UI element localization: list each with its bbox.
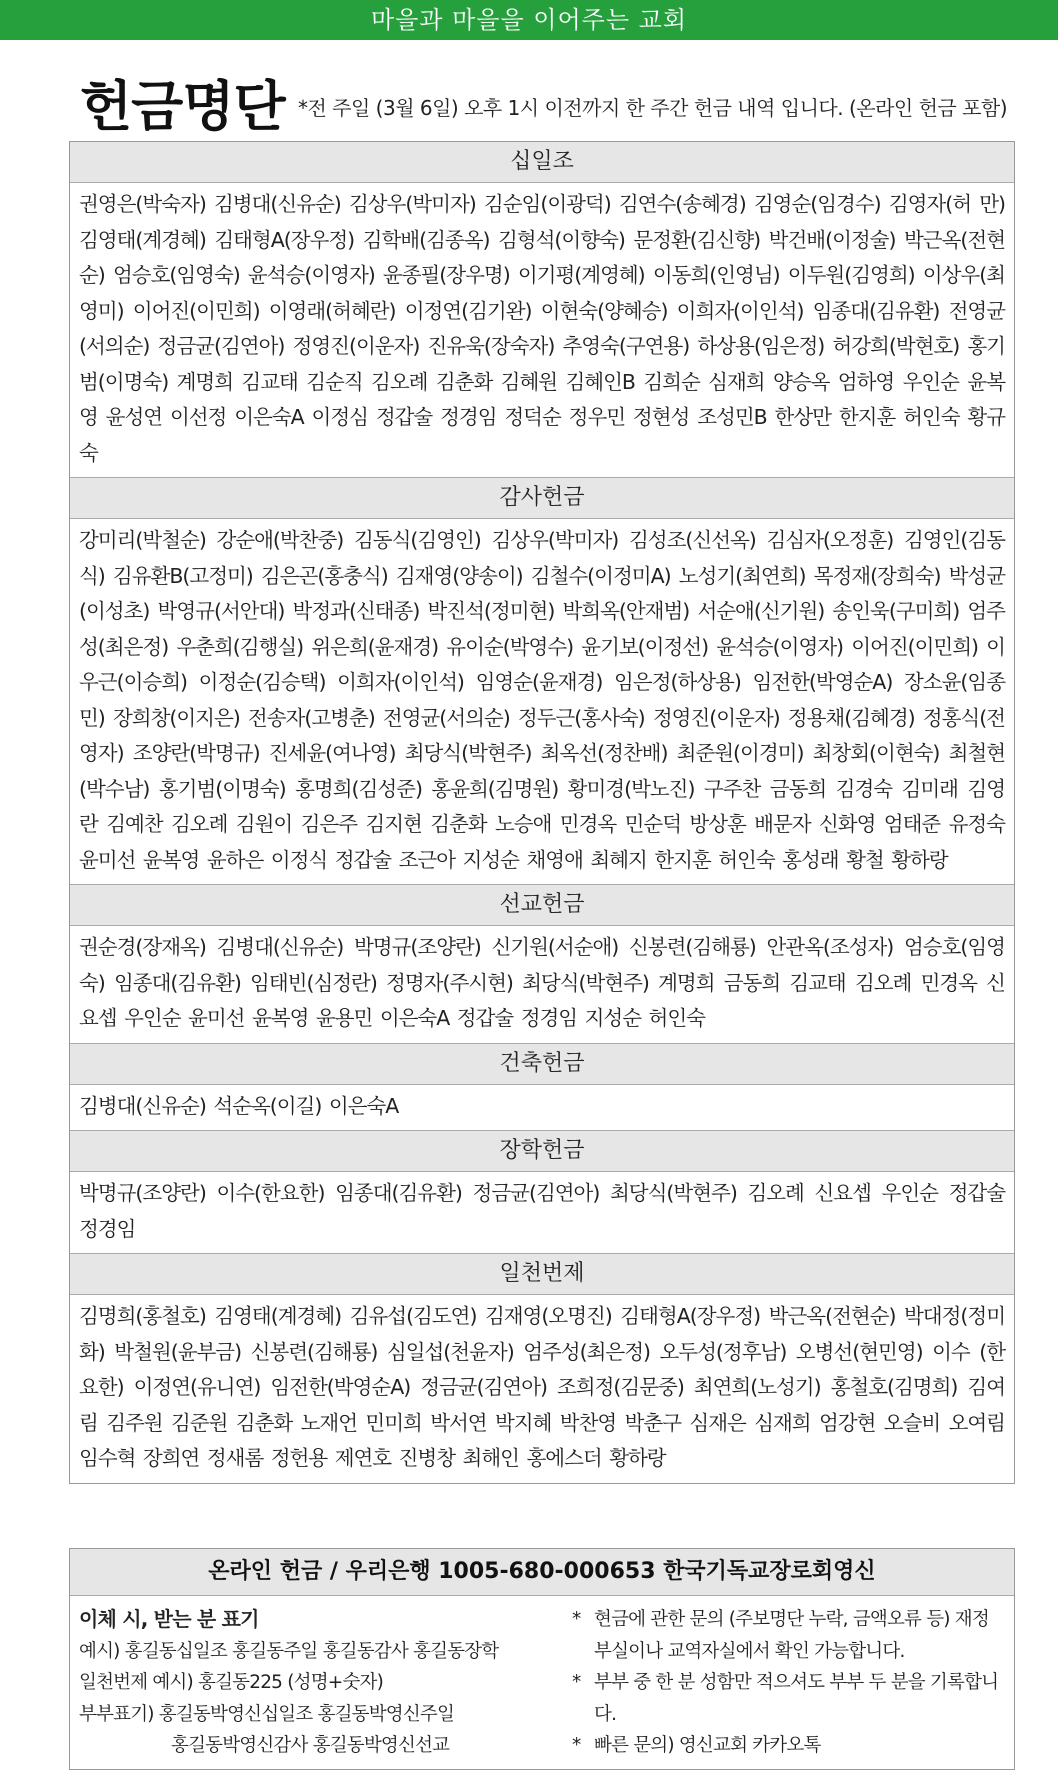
asterisk-marker: * [572, 1735, 581, 1756]
page-title: 헌금명단 [80, 75, 285, 138]
offering-list [69, 141, 1015, 1484]
online-offering-box [69, 1548, 1015, 1770]
page-subtitle: *전 주일 (3월 6일) 오후 1시 이전까지 한 주간 헌금 내역 입니다. (온라인 헌금 포함) [298, 96, 1008, 120]
notice-item [572, 1730, 1004, 1762]
transfer-guide-title: 이체 시, 받는 분 표기 [79, 1607, 259, 1631]
section-building [70, 1043, 1014, 1131]
section-names: 권영은(박숙자) 김병대(신유순) 김상우(박미자) 김순임(이광덕) 김연수(송혜경) 김영순(임경수) 김영자(허 만) 김영태(계경혜) 김태형A(장우정) 김학배(김종옥) 김형석(이향숙) 문정환(김신향) 박건배(이정술) 박근옥(전현순) 엄승호(임영숙) 윤석승(이영자) 윤종필(장우명) 이기평(계영혜) 이동희(인영님) 이두원(김영희) 이상우(최영미) 이어진(이민희) 이영래(허혜란) 이정연(김기완) 이현숙(양혜승) 이희자(이인석) 임종대(김유환) 전영균(서의순) 정금균(김연아) 정영진(이운자) 진유욱(장숙자) 추영숙(구연용) 하상용(임은정) 허강희(박현호) 홍기범(이명숙) 계명희 김교태 김순직 김오례 김춘화 김혜원 김혜인B 김희순 심재희 양승옥 엄하영 우인순 윤복영 윤성연 이선정 이은숙A 이정심 정갑술 정경임 정덕순 정우민 정현성 조성민B 한상만 한지훈 허인숙 황규숙 [79, 192, 1005, 465]
transfer-example-line: 예시) 홍길동십일조 홍길동주일 홍길동감사 홍길동장학 [79, 1640, 499, 1662]
section-scholarship [70, 1130, 1014, 1253]
section-title: 감사헌금 [70, 477, 1014, 519]
section-title: 일천번제 [70, 1253, 1014, 1295]
transfer-guide [70, 1596, 1014, 1766]
notice-text: 부부 중 한 분 성함만 적으셔도 부부 두 분을 기록합니다. [594, 1672, 999, 1725]
section-names: 권순경(장재옥) 김병대(신유순) 박명규(조양란) 신기원(서순애) 신봉련(김해룡) 안관옥(조성자) 엄승호(임영숙) 임종대(김유환) 임태빈(심정란) 정명자(주시현) 최당식(박현주) 계명희 금동희 김교태 김오례 민경옥 신요셉 우인순 윤미선 윤복영 윤용민 이은숙A 정갑술 정경임 지성순 허인숙 [79, 935, 1005, 1030]
notice-item [572, 1667, 1004, 1730]
section-title: 선교헌금 [70, 884, 1014, 926]
section-names: 김병대(신유순) 석순옥(이길) 이은숙A [79, 1093, 399, 1118]
section-thousand-offering [70, 1253, 1014, 1483]
section-title: 십일조 [70, 142, 1014, 183]
section-names: 박명규(조양란) 이수(한요한) 임종대(김유환) 정금균(김연아) 최당식(박현주) 김오례 신요셉 우인순 정갑술 정경임 [79, 1181, 1005, 1241]
section-thanksgiving [70, 477, 1014, 884]
section-title: 장학헌금 [70, 1130, 1014, 1172]
section-names: 강미리(박철순) 강순애(박찬중) 김동식(김영인) 김상우(박미자) 김성조(신선옥) 김심자(오정훈) 김영인(김동식) 김유환B(고정미) 김은곤(홍충식) 김재영(양송이) 김철수(이정미A) 노성기(최연희) 목정재(장희숙) 박성균(이성초) 박영규(서안대) 박정과(신태종) 박진석(정미현) 박희옥(안재범) 서순애(신기원) 송인욱(구미희) 엄주성(최은정) 우춘희(김행실) 위은희(윤재경) 유이순(박영수) 윤기보(이정선) 윤석승(이영자) 이어진(이민희) 이우근(이승희) 이정순(김승택) 이희자(이인석) 임영순(윤재경) 임은정(하상용) 임전한(박영순A) 장소윤(임종민) 장희창(이지은) 전송자(고병춘) 전영균(서의순) 정두근(홍사숙) 정영진(이운자) 정용채(김혜경) 정홍식(전영자) 조양란(박명규) 진세윤(여나영) 최당식(박현주) 최옥선(정찬배) 최준원(이경미) 최창회(이현숙) 최철현(박수남) 홍기범(이명숙) 홍명희(김성준) 홍윤희(김명원) 황미경(박노진) 구주찬 금동희 김경숙 김미래 김영란 김예찬 김오례 김원이 김은주 김지현 김춘화 노승애 민경옥 민순덕 방상훈 배문자 신화영 엄태준 유정숙 윤미선 윤복영 윤하은 이정식 정갑술 조근아 지성순 채영애 최혜지 한지훈 허인숙 홍성래 황철 황하랑 [79, 528, 1005, 872]
section-tithe [70, 142, 1014, 477]
section-title: 건축헌금 [70, 1043, 1014, 1085]
section-names: 김명희(홍철호) 김영태(계경혜) 김유섭(김도연) 김재영(오명진) 김태형A(장우정) 박근옥(전현순) 박대정(정미화) 박철원(윤부금) 신봉련(김해룡) 심일섭(천윤자) 엄주성(최은정) 오두성(정후남) 오병선(현민영) 이수 (한요한) 이정연(유니연) 임전한(박영순A) 정금균(김연아) 조희정(김문중) 최연희(노성기) 홍철호(김명희) 김여림 김주원 김준원 김춘화 노재언 민미희 박서연 박지혜 박찬영 박춘구 심재은 심재희 엄강현 오슬비 오여림 임수혁 장희연 정새롬 정헌용 제연호 진병창 최해인 홍에스더 황하랑 [79, 1304, 1005, 1470]
asterisk-marker: * [572, 1609, 581, 1630]
bank-account-info: 온라인 헌금 / 우리은행 1005-680-000653 한국기독교장로회영신 [70, 1549, 1014, 1596]
notice-text: 현금에 관한 문의 (주보명단 누락, 금액오류 등) 재정부실이나 교역자실에서 확인 가능합니다. [594, 1609, 989, 1662]
asterisk-marker: * [572, 1672, 581, 1693]
church-slogan-banner: 마을과 마을을 이어주는 교회 [0, 0, 1058, 40]
section-mission [70, 884, 1014, 1043]
notice-list [572, 1604, 1004, 1762]
notice-text: 빠른 문의) 영신교회 카카오톡 [594, 1735, 821, 1756]
transfer-naming-guide [79, 1604, 559, 1762]
notice-item [572, 1604, 1004, 1667]
transfer-example-line: 부부표기) 홍길동박영신십일조 홍길동박영신주일 [79, 1703, 455, 1725]
transfer-example-line: 일천번제 예시) 홍길동225 (성명+숫자) [79, 1672, 384, 1693]
transfer-example-line: 홍길동박영신감사 홍길동박영신선교 [171, 1735, 450, 1756]
